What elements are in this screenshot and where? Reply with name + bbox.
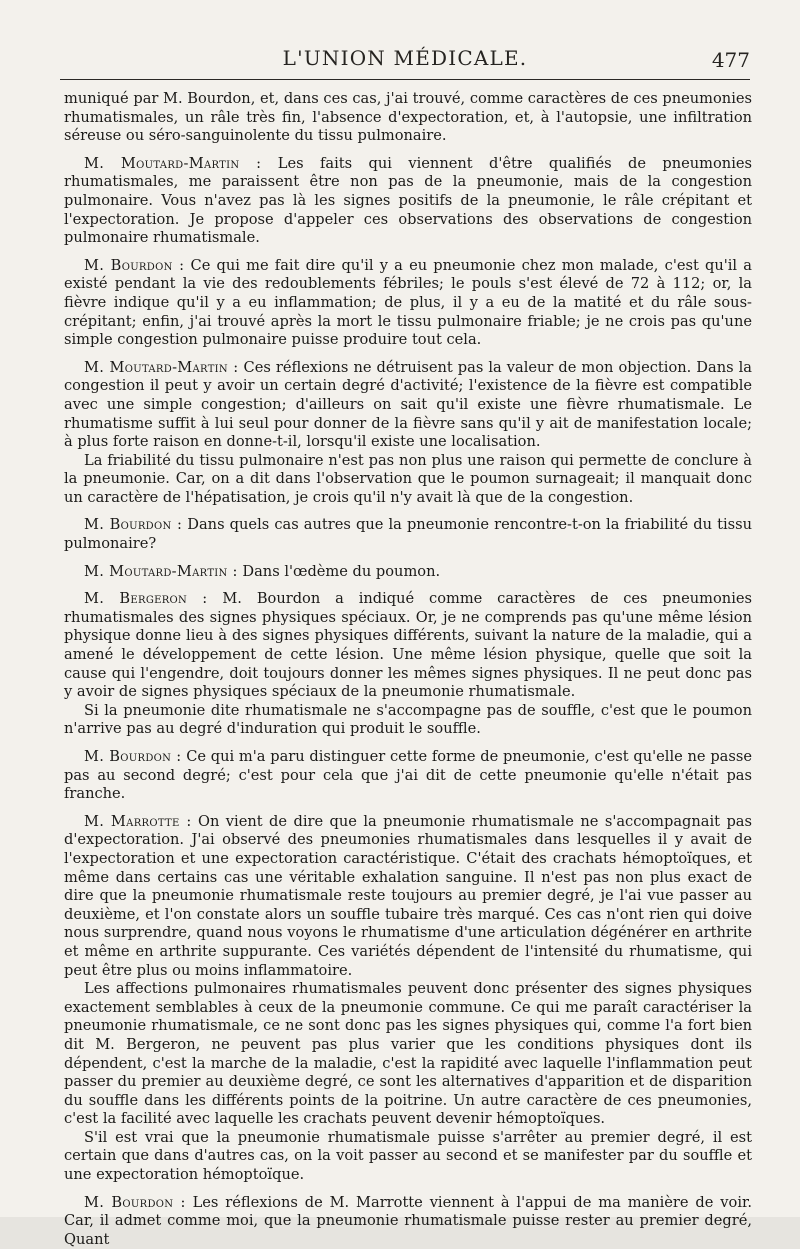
speaker-name: M. Bourdon : <box>84 256 185 274</box>
paragraph <box>64 257 752 350</box>
paragraph-text: Dans l'œdème du poumon. <box>237 562 441 580</box>
paragraph <box>64 516 752 553</box>
paragraph-text: Ce qui m'a paru distinguer cette forme de pneumonie, c'est qu'elle ne passe pas au second degré; c'est pour cela que j'ai dit de cette pneumonie qu'elle n'était pas franche. <box>64 748 752 803</box>
paragraph <box>64 452 752 508</box>
paragraph-text: Si la pneumonie dite rhumatismale ne s'accompagne pas de souffle, c'est que le poumon n'arrive pas au degré d'induration qui produit le souffle. <box>64 701 752 738</box>
speaker-name: M. Bourdon : <box>84 748 182 765</box>
paragraph <box>64 1129 752 1185</box>
paragraph <box>64 748 752 804</box>
header-rule <box>60 79 750 80</box>
page-number: 477 <box>711 48 750 72</box>
speaker-name: M. Marrotte : <box>84 812 192 830</box>
paragraph <box>64 980 752 1129</box>
speaker-name: M. Bourdon : <box>84 1193 186 1211</box>
paragraph-text: muniqué par M. Bourdon, et, dans ces cas, j'ai trouvé, comme caractères de ces pneumonies rhumatismales, un râle très fin, l'absence d'expectoration, et, à l'autopsie, une infiltration séreuse ou séro-sanguinolente du tissu pulmonaire. <box>64 90 752 145</box>
speaker-name: M. Bergeron : <box>84 590 208 608</box>
paragraph-text: Ces réflexions ne détruisent pas la valeur de mon objection. Dans la congestion il peut y avoir un certain degré d'activité; l'existence de la fièvre est compatible avec une simple congestion; d'ailleurs on sait qu'il existe une fièvre rhumatismale. Le rhumatisme suffit à lui seul pour donner de la fièvre sans qu'il y ait de manifestation locale; à plus forte raison en donne-t-il, lorsqu'il existe une localisation. <box>64 358 752 451</box>
paragraph <box>64 1194 752 1249</box>
running-title: L'UNION MÉDICALE. <box>282 46 528 70</box>
paragraph <box>64 590 752 702</box>
paragraph-text: M. Bourdon a indiqué comme caractères de ces pneumonies rhumatismales des signes physiques spéciaux. Or, je ne comprends pas qu'une même lésion physique donne lieu à des signes physiques différents, suivant la nature de la maladie, qui a amené le développement de cette lésion. Une même lésion physique, quelle que soit la cause qui l'engendre, doit toujours donner les mêmes signes physiques. Il ne peut donc pas y avoir de signes physiques spéciaux de la pneumonie rhumatismale. <box>64 590 753 701</box>
paragraph-text: Les réflexions de M. Marrotte viennent à l'appui de ma manière de voir. Car, il admet comme moi, que la pneumonie rhumatismale puisse rester au premier degré, Quant <box>64 1193 752 1248</box>
paragraph-text: La friabilité du tissu pulmonaire n'est pas non plus une raison qui permette de conclure à la pneumonie. Car, on a dit dans l'observation que le poumon surnageait; il manquait donc un caractère de l'hépatisation, je crois qu'il n'y avait là que de la congestion. <box>64 451 752 506</box>
body-text <box>64 90 752 1249</box>
paragraph-text: On vient de dire que la pneumonie rhumatismale ne s'accompagnait pas d'expectoration. J'ai observé des pneumonies rhumatismales dans lesquelles il y avait de l'expectoration et une expectoration caractéristique. C'était des crachats hémoptoïques, et même dans certains cas une véritable exhalation sanguine. Il n'est pas non plus exact de dire que la pneumonie rhumatismale reste toujours au premier degré, je l'ai vue passer au deuxième, et l'on constate alors un souffle tubaire très marqué. Ces cas n'ont rien qui doive nous surprendre, quand nous voyons le rhumatisme d'une articulation dégénérer en arthrite et même en arthrite suppurante. Ces variétés dépendent de l'intensité du rhumatisme, qui peut être plus ou moins inflammatoire. <box>64 812 752 979</box>
paragraph <box>64 90 752 146</box>
paragraph <box>64 359 752 452</box>
speaker-name: M. Moutard-Martin : <box>84 358 239 376</box>
paragraph <box>64 813 752 980</box>
paragraph <box>64 702 752 739</box>
paragraph <box>64 563 752 582</box>
paragraph-text: S'il est vrai que la pneumonie rhumatismale puisse s'arrêter au premier degré, il est certain que dans d'autres cas, on la voit passer au second et se manifester par du souffle et une expectoration hémoptoïque. <box>64 1128 752 1184</box>
speaker-name: M. Moutard-Martin : <box>84 562 238 580</box>
speaker-name: M. Bourdon : <box>84 516 183 534</box>
paragraph-text: Les affections pulmonaires rhumatismales peuvent donc présenter des signes physiques exactement semblables à ceux de la pneumonie commune. Ce qui me paraît caractériser la pneumonie rhumatismale, ce ne sont donc pas les signes physiques qui, comme l'a fort bien dit M. Bergeron, ne peuvent pas plus varier que les conditions physiques dont ils dépendent, c'est la marche de la maladie, c'est la rapidité avec laquelle l'inflammation peut passer du premier au deuxième degré, ce sont les alternatives d'apparition et de disparition du souffle dans les différents points de la poitrine. Un autre caractère de ces pneumonies, c'est la facilité avec laquelle les crachats peuvent devenir hémoptoïques. <box>64 980 752 1128</box>
paragraph-text: Dans quels cas autres que la pneumonie rencontre-t-on la friabilité du tissu pulmonaire? <box>64 516 752 553</box>
paragraph-text: Ce qui me fait dire qu'il y a eu pneumonie chez mon malade, c'est qu'il a existé pendant la vie des redoublements fébriles; le pouls s'est élevé de 72 à 112; or, la fièvre indique qu'il y a eu inflammation; de plus, il y a eu de la matité et du râle sous-crépitant; enfin, j'ai trouvé après la mort le tissu pulmonaire friable; je ne crois pas qu'une simple congestion pulmonaire puisse produire tout cela. <box>64 256 752 349</box>
speaker-name: M. Moutard-Martin : <box>84 154 262 172</box>
paragraph-text: Les faits qui viennent d'être qualifiés de pneumonies rhumatismales, me paraissent être non pas de la pneumonie, mais de la congestion pulmonaire. Vous n'avez pas là les signes positifs de la pneumonie, le râle crépitant et l'expectoration. Je propose d'appeler ces observations des observations de congestion pulmonaire rhumatismale. <box>64 154 752 247</box>
page-header <box>60 46 750 76</box>
paragraph <box>64 155 752 248</box>
